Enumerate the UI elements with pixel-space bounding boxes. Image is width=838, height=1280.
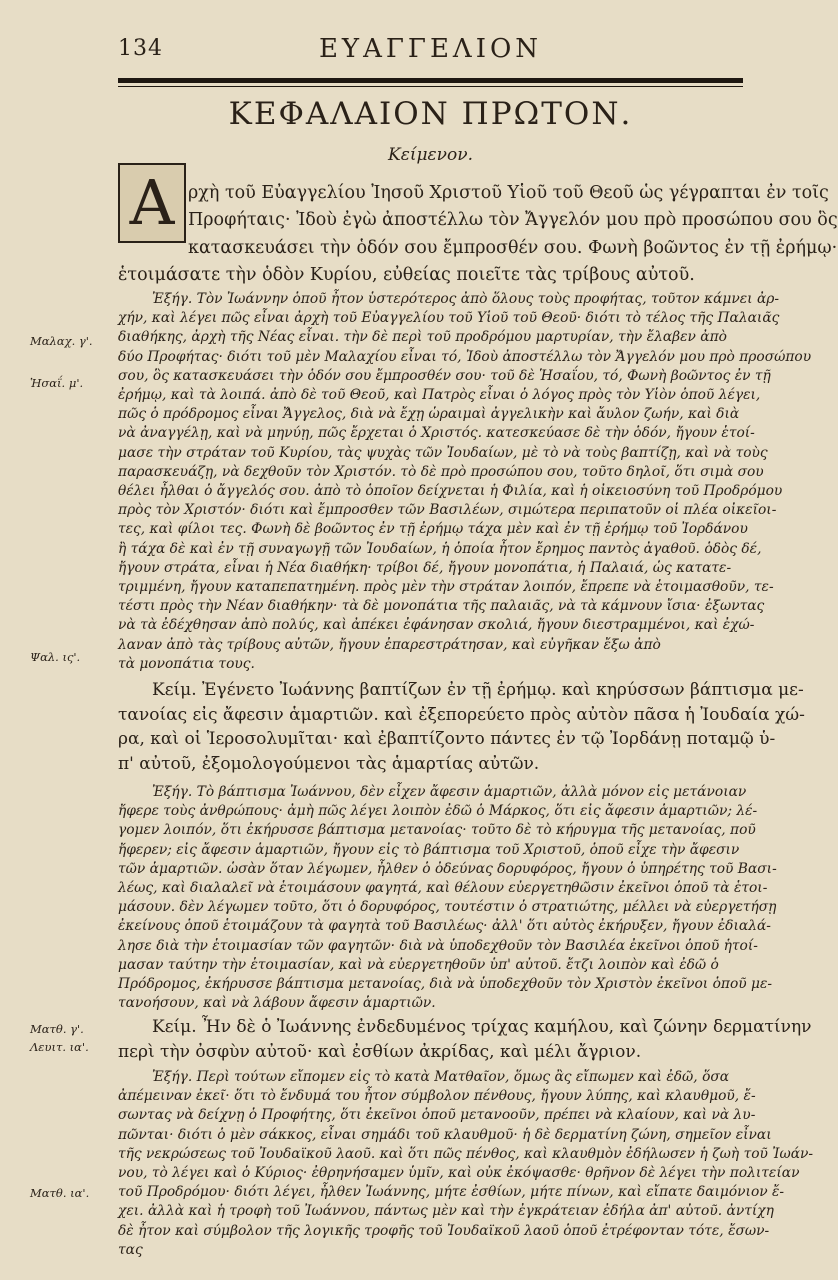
- page-header: [118, 30, 743, 70]
- margin-note: Ματθ. γ'.: [30, 1022, 84, 1036]
- text-line: σωντας νὰ δείχνῃ ὁ Προφήτης, ὅτι ἐκεῖνοι ὁποῦ μετανοοῦν, πρέπει νὰ κλαίουν, καὶ νὰ λυ-: [118, 1107, 756, 1124]
- text-line: παρασκευάζῃ, νὰ δεχθοῦν τὸν Χριστόν. τὸ δὲ πρὸ προσώπου σου, τοῦτο δηλοῖ, ὅτι σιμὰ σου: [118, 463, 764, 480]
- text-line: λαναν ἀπὸ τὰς τρίβους αὐτῶν, ἤγουν ἐπαρεστράτησαν, καὶ εὐγῆκαν ἔξω ἀπὸ: [118, 636, 661, 653]
- text-line: Πρόδρομος, ἐκήρυσσε βάπτισμα μετανοίας, διὰ νὰ ὑποδεχθοῦν τὸν Χριστὸν ἐκεῖνοι ὁποῦ με-: [118, 976, 773, 993]
- text-line: ἀπέμειναν ἐκεῖ· ὅτι τὸ ἔνδυμά του ἦτον σύμβολον πένθους, ἤγουν λύπης, καὶ κλαυθμοῦ, ἔ-: [118, 1088, 756, 1105]
- text-line: τὰ μονοπάτια τους.: [118, 655, 255, 672]
- text-line: μασε τὴν στράταν τοῦ Κυρίου, τὰς ψυχὰς τῶν Ἰουδαίων, μὲ τὸ νὰ τοὺς βαπτίζῃ, καὶ νὰ τοὺς: [118, 444, 768, 461]
- text-line: χει. ἀλλὰ καὶ ἡ τροφὴ τοῦ Ἰωάννου, πάντως μὲν καὶ τὴν ἐγκράτειαν ἐδήλα ἀπ' αὐτοῦ. ἀντίχη: [118, 1203, 774, 1220]
- chapter-title: ΚΕΦΑΛΑΙΟΝ ΠΡΩΤΟΝ.: [228, 96, 633, 132]
- text-line: μάσουν. δὲν λέγωμεν τοῦτο, ὅτι ὁ δορυφόρος, τουτέστιν ὁ στρατιώτης, μέλλει νὰ εὐεργετήσῃ: [118, 899, 777, 916]
- text-line: δὲ ἦτον καὶ σύμβολον τῆς λογικῆς τροφῆς τοῦ Ἰουδαϊκοῦ λαοῦ ὁποῦ ἐτρέφονταν τότε, ἔσων-: [118, 1222, 770, 1239]
- text-line: διαθήκης, ἀρχὴ τῆς Νέας εἶναι. τὴν δὲ περὶ τοῦ προδρόμου μαρτυρίαν, τὴν ἔλαβεν ἀπὸ: [118, 329, 727, 346]
- lead-line: Προφήταις· Ἰδοὺ ἐγὼ ἀποστέλλω τὸν Ἄγγελόν μου πρὸ προσώπου σου ὃς: [188, 210, 838, 230]
- text-block-2: [118, 678, 805, 776]
- text-line: πρὸς τὸν Χριστόν· διότι καὶ ἔμπροσθεν τῶν Βασιλέων, σιμώτερα περιπατοῦν οἱ πλέα οἰκεῖοι-: [118, 502, 777, 519]
- text-line: τῶν ἁμαρτιῶν. ὡσὰν ὅταν λέγωμεν, ἦλθεν ὁ ὀδεύνας δορυφόρος, ἤγουν ὁ ὑπηρέτης τοῦ Βασι-: [118, 860, 777, 877]
- chapter-subtitle: Κείμενον.: [388, 145, 473, 165]
- text-line: δύο Προφήτας· διότι τοῦ μὲν Μαλαχίου εἶναι τό, Ἰδοὺ ἀποστέλλω τὸν Ἄγγελόν μου πρὸ προσώπου: [118, 348, 812, 365]
- header-rule-thick: [118, 78, 743, 83]
- text-line: περὶ τὴν ὀσφὺν αὐτοῦ· καὶ ἐσθίων ἀκρίδας, καὶ μέλι ἄγριον.: [118, 1041, 642, 1062]
- text-block-3: [118, 1015, 812, 1064]
- margin-note: Ψαλ. ις'.: [30, 650, 81, 664]
- text-line: πῶνται· διότι ὁ μὲν σάκκος, εἶναι σημάδι τοῦ κλαυθμοῦ· ἡ δὲ δερματίνη ζώνη, σημεῖον εἶναι: [118, 1126, 772, 1143]
- lead-line: ρχὴ τοῦ Εὐαγγελίου Ἰησοῦ Χριστοῦ Υἱοῦ τοῦ Θεοῦ ὡς γέγραπται ἐν τοῖς: [188, 183, 829, 203]
- margin-note: Μαλαχ. γ'.: [30, 334, 93, 348]
- text-line: νου, τὸ λέγει καὶ ὁ Κύριος· ἐθρηνήσαμεν ὑμῖν, καὶ οὐκ ἐκόψασθε· θρῆνον δὲ λέγει τὴν πολιτείαν: [118, 1165, 800, 1182]
- text-line: τανοίας εἰς ἄφεσιν ἁμαρτιῶν. καὶ ἐξεπορεύετο πρὸς αὐτὸν πᾶσα ἡ Ἰουδαία χώ-: [118, 704, 805, 725]
- text-line: Κείμ. Ἦν δὲ ὁ Ἰωάννης ἐνδεδυμένος τρίχας καμήλου, καὶ ζώνην δερματίνην: [152, 1017, 812, 1037]
- lead-line: ἑτοιμάσατε τὴν ὁδὸν Κυρίου, εὐθείας ποιεῖτε τὰς τρίβους αὐτοῦ.: [118, 265, 695, 285]
- text-line: γομεν λοιπόν, ὅτι ἐκήρυσσε βάπτισμα μετανοίας· τοῦτο δὲ τὸ κήρυγμα τῆς μετανοίας, ποῦ: [118, 822, 756, 839]
- running-title: ΕΥΑΓΓΕΛΙΟΝ: [318, 34, 543, 64]
- text-line: λησε διὰ τὴν ἑτοιμασίαν τῶν φαγητῶν· διὰ νὰ ὑποδεχθοῦν τὸν Βασιλέα ἐκεῖνοι ὁποῦ ἡτοί-: [118, 937, 758, 954]
- margin-note: Ἡσαΐ. μ'.: [30, 376, 84, 390]
- text-line: νὰ ἀναγγέλῃ, καὶ νὰ μηνύῃ, πῶς ἔρχεται ὁ Χριστός. κατεσκεύασε δὲ τὴν ὁδόν, ἤγουν ἑτοί-: [118, 425, 755, 442]
- text-line: ρα, καὶ οἱ Ἱεροσολυμῖται· καὶ ἐβαπτίζοντο πάντες ἐν τῷ Ἰορδάνῃ ποταμῷ ὑ-: [118, 729, 776, 749]
- text-line: θέλει ἦλθαι ὁ ἄγγελός σου. ἀπὸ τὸ ὁποῖον δείχνεται ἡ Φιλία, καὶ ἡ οἰκειοσύνη τοῦ Προδρόμου: [118, 483, 783, 500]
- page-number: 134: [118, 36, 163, 61]
- margin-note: Ματθ. ια'.: [30, 1186, 90, 1200]
- text-line: Ἐξήγ. Τὸ βάπτισμα Ἰωάννου, δὲν εἶχεν ἄφεσιν ἁμαρτιῶν, ἀλλὰ μόνον εἰς μετάνοιαν: [152, 784, 747, 800]
- text-line: ἐκείνους ὁποῦ ἑτοιμάζουν τὰ φαγητὰ τοῦ Βασιλέως· ἀλλ' ὅτι αὐτὸς ἐκήρυξεν, ἤγουν ἐδιαλά-: [118, 918, 771, 935]
- text-line: τῆς νεκρώσεως τοῦ Ἰουδαϊκοῦ λαοῦ. καὶ ὅτι πῶς πένθος, καὶ κλαυθμὸν ἐδήλωσεν ἡ ζωὴ τοῦ Ἰωάν-: [118, 1145, 814, 1162]
- lead-text: [188, 180, 838, 234]
- text-line: τανοήσουν, καὶ νὰ λάβουν ἄφεσιν ἁμαρτιῶν.: [118, 995, 436, 1012]
- exegesis-block-2: [118, 783, 777, 1013]
- text-line: σου, ὃς κατασκευάσει τὴν ὁδόν σου ἔμπροσθέν σου· τοῦ δὲ Ἡσαΐου, τό, Φωνὴ βοῶντος ἐν τῇ: [118, 367, 771, 384]
- margin-note: Λευιτ. ια'.: [30, 1040, 89, 1054]
- lead-text-continued: [118, 235, 838, 289]
- text-line: τριμμένη, ἤγουν καταπεπατημένη. πρὸς μὲν τὴν στράταν λοιπόν, ἔπρεπε νὰ ἑτοιμασθοῦν, τε-: [118, 579, 774, 596]
- text-line: ἤγουν στράτα, εἶναι ἡ Νέα διαθήκη· τρίβοι δέ, ἤγουν μονοπάτια, ἡ Παλαιά, ὡς κατατε-: [118, 559, 732, 576]
- text-line: Κείμ. Ἐγένετο Ἰωάννης βαπτίζων ἐν τῇ ἐρήμῳ. καὶ κηρύσσων βάπτισμα με-: [152, 680, 804, 700]
- ornamental-drop-cap: Α: [118, 163, 186, 243]
- text-line: πῶς ὁ πρόδρομος εἶναι Ἄγγελος, διὰ νὰ ἔχῃ ὡραιμαὶ ἀγγελικὴν καὶ ἄυλον ζωήν, καὶ διὰ: [118, 406, 740, 423]
- text-line: ἐρήμῳ, καὶ τὰ λοιπά. ἀπὸ δὲ τοῦ Θεοῦ, καὶ Πατρὸς εἶναι ὁ λόγος πρὸς τὸν Υἱὸν ὁποῦ λέγει,: [118, 387, 761, 404]
- text-line: ἢ τάχα δὲ καὶ ἐν τῇ συναγωγῇ τῶν Ἰουδαίων, ἡ ὁποία ἦτον ἔρημος παντὸς ἀγαθοῦ. ὁδὸς δέ,: [118, 540, 762, 557]
- lead-line: κατασκευάσει τὴν ὁδόν σου ἔμπροσθέν σου. Φωνὴ βοῶντος ἐν τῇ ἐρήμῳ·: [188, 238, 838, 258]
- header-rule-thin: [118, 86, 743, 87]
- text-line: π' αὐτοῦ, ἐξομολογούμενοι τὰς ἁμαρτίας αὐτῶν.: [118, 753, 540, 774]
- text-line: νὰ τὰ ἐδέχθησαν ἀπὸ πολύς, καὶ ἀπέκει ἐφάνησαν σκολιά, ἤγουν διεστραμμένοι, καὶ ἐχώ-: [118, 617, 755, 634]
- text-line: τέστι πρὸς τὴν Νέαν διαθήκην· τὰ δὲ μονοπάτια τῆς παλαιᾶς, νὰ τὰ κάμνουν ἴσια· ἐξωντας: [118, 598, 765, 615]
- text-line: τοῦ Προδρόμου· διότι λέγει, ἦλθεν Ἰωάννης, μήτε ἐσθίων, μήτε πίνων, καὶ εἴπατε δαιμόνιον ἔ-: [118, 1184, 785, 1201]
- text-line: μασαν ταύτην τὴν ἑτοιμασίαν, καὶ νὰ εὐεργετηθοῦν ὑπ' αὐτοῦ. ἔτζι λοιπὸν καὶ ἐδῶ ὁ: [118, 956, 719, 973]
- text-line: Ἐξήγ. Τὸν Ἰωάννην ὁποῦ ἦτον ὑστερότερος ἀπὸ ὅλους τοὺς προφήτας, τοῦτον κάμνει ἀρ-: [152, 291, 780, 307]
- text-line: χήν, καὶ λέγει πῶς εἶναι ἀρχὴ τοῦ Εὐαγγελίου τοῦ Υἱοῦ τοῦ Θεοῦ· διότι τὸ τέλος τῆς Παλαιᾶς: [118, 310, 780, 327]
- text-line: Ἐξήγ. Περὶ τούτων εἴπομεν εἰς τὸ κατὰ Ματθαῖον, ὅμως ἂς εἴπωμεν καὶ ἐδῶ, ὅσα: [152, 1069, 730, 1085]
- text-line: τας: [118, 1241, 143, 1258]
- text-line: λέως, καὶ διαλαλεῖ νὰ ἑτοιμάσουν φαγητά, καὶ θέλουν εὐεργετηθῶσιν ἐκεῖνοι ὁποῦ τὰ ἑτοι-: [118, 880, 768, 897]
- text-line: τες, καὶ φίλοι τες. Φωνὴ δὲ βοῶντος ἐν τῇ ἐρήμῳ τάχα μὲν καὶ ἐν τῇ ἐρήμῳ τοῦ Ἰορδάνου: [118, 521, 748, 538]
- exegesis-block-1: [118, 290, 812, 674]
- exegesis-block-3: [118, 1068, 814, 1260]
- text-line: ἤφερεν; εἰς ἄφεσιν ἁμαρτιῶν, ἤγουν εἰς τὸ βάπτισμα τοῦ Χριστοῦ, ὁποῦ εἶχε τὴν ἄφεσιν: [118, 841, 740, 858]
- text-line: ἤφερε τοὺς ἀνθρώπους· ἀμὴ πῶς λέγει λοιπὸν ἐδῶ ὁ Μάρκος, ὅτι εἰς ἄφεσιν ἁμαρτιῶν; λέ-: [118, 803, 758, 820]
